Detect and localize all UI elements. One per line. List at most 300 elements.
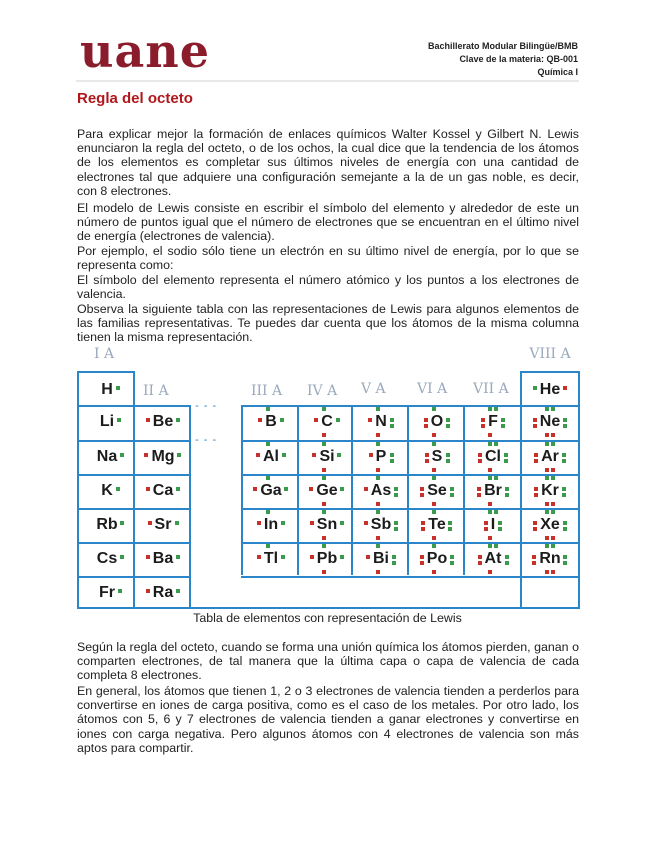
element-cell <box>135 508 191 542</box>
valence-electron-dot <box>424 424 428 428</box>
element-cell <box>243 474 299 508</box>
valence-electron-dot <box>450 487 454 491</box>
valence-electron-dot <box>533 418 537 422</box>
valence-electron-dot <box>120 521 124 525</box>
valence-electron-dot <box>420 493 424 497</box>
valence-electron-dot <box>534 493 538 497</box>
valence-electron-dot <box>563 418 567 422</box>
paragraph-octet-rule: Según la regla del octeto, cuando se forma una unión química los átomos pierden, ganan o comparten electrones, de tal manera que la última capa o capa de valencia de cada completa 8 electrones. <box>77 640 579 683</box>
element-symbol: O <box>431 414 443 430</box>
course-code: Clave de la materia: QB-001 <box>459 54 578 64</box>
valence-electron-dot <box>498 527 502 531</box>
valence-electron-dot <box>545 442 549 446</box>
element-cell <box>79 576 135 610</box>
element-symbol: Ca <box>153 483 173 499</box>
element-symbol: Ge <box>316 483 337 499</box>
header-divider <box>76 80 579 82</box>
valence-electron-dot <box>563 527 567 531</box>
valence-electron-dot <box>488 544 492 548</box>
element-symbol: N <box>375 414 387 430</box>
valence-electron-dot <box>562 487 566 491</box>
valence-electron-dot <box>562 453 566 457</box>
valence-electron-dot <box>432 510 436 514</box>
element-symbol: Cs <box>97 551 117 567</box>
valence-electron-dot <box>551 570 555 574</box>
valence-electron-dot <box>551 407 555 411</box>
group-label: II A <box>143 383 169 399</box>
valence-electron-dot <box>376 476 380 480</box>
element-cell <box>353 405 409 439</box>
element-symbol: C <box>321 414 333 430</box>
valence-electron-dot <box>533 521 537 525</box>
valence-electron-dot <box>266 544 270 548</box>
valence-electron-dot <box>177 453 181 457</box>
valence-electron-dot <box>501 418 505 422</box>
valence-electron-dot <box>376 570 380 574</box>
element-cell <box>135 405 191 439</box>
valence-electron-dot <box>424 418 428 422</box>
element-symbol: Kr <box>541 483 559 499</box>
document-header <box>428 40 578 79</box>
valence-electron-dot <box>432 468 436 472</box>
element-symbol: H <box>101 382 113 398</box>
element-cell <box>522 542 578 576</box>
valence-electron-dot <box>481 418 485 422</box>
valence-electron-dot <box>446 424 450 428</box>
valence-electron-dot <box>146 555 150 559</box>
program-name: Bachillerato Modular Bilingüe/BMB <box>427 41 578 51</box>
element-cell <box>353 474 409 508</box>
element-cell <box>409 542 465 576</box>
valence-electron-dot <box>322 433 326 437</box>
valence-electron-dot <box>551 544 555 548</box>
valence-electron-dot <box>266 476 270 480</box>
valence-electron-dot <box>340 521 344 525</box>
valence-electron-dot <box>551 536 555 540</box>
element-symbol: Rn <box>539 551 560 567</box>
paragraph-sodium-example: Por ejemplo, el sodio sólo tiene un electrón en su último nivel de energía, por lo que se representa como: <box>77 244 579 273</box>
valence-electron-dot <box>534 459 538 463</box>
uane-logo: uane <box>80 24 210 78</box>
valence-electron-dot <box>281 521 285 525</box>
element-cell <box>465 542 521 576</box>
valence-electron-dot <box>488 407 492 411</box>
valence-electron-dot <box>446 418 450 422</box>
valence-electron-dot <box>376 433 380 437</box>
paragraph-symbol-meaning: El símbolo del elemento representa el número atómico y los puntos a los electrones de valencia. <box>77 273 579 302</box>
valence-electron-dot <box>446 459 450 463</box>
element-symbol: At <box>485 551 502 567</box>
element-cell <box>243 440 299 474</box>
valence-electron-dot <box>336 418 340 422</box>
valence-electron-dot <box>532 555 536 559</box>
valence-electron-dot <box>478 459 482 463</box>
valence-electron-dot <box>545 536 549 540</box>
element-symbol: Al <box>263 449 279 465</box>
valence-electron-dot <box>146 589 150 593</box>
valence-electron-dot <box>253 487 257 491</box>
valence-electron-dot <box>282 453 286 457</box>
element-symbol: Si <box>319 449 334 465</box>
valence-electron-dot <box>322 544 326 548</box>
valence-electron-dot <box>545 502 549 506</box>
valence-electron-dot <box>545 468 549 472</box>
valence-electron-dot <box>340 487 344 491</box>
valence-electron-dot <box>116 487 120 491</box>
valence-electron-dot <box>369 453 373 457</box>
valence-electron-dot <box>394 493 398 497</box>
valence-electron-dot <box>176 487 180 491</box>
element-cell <box>135 576 191 610</box>
valence-electron-dot <box>322 502 326 506</box>
valence-electron-dot <box>494 544 498 548</box>
element-symbol: Mg <box>151 449 174 465</box>
group-label: VII A <box>473 381 509 397</box>
valence-electron-dot <box>376 468 380 472</box>
valence-electron-dot <box>258 418 262 422</box>
valence-electron-dot <box>146 487 150 491</box>
valence-electron-dot <box>322 510 326 514</box>
element-cell <box>409 440 465 474</box>
valence-electron-dot <box>364 521 368 525</box>
valence-electron-dot <box>337 453 341 457</box>
element-symbol: He <box>540 382 560 398</box>
valence-electron-dot <box>432 433 436 437</box>
valence-electron-dot <box>257 521 261 525</box>
element-symbol: Tl <box>264 551 278 567</box>
valence-electron-dot <box>488 433 492 437</box>
group-label: V A <box>361 381 386 397</box>
valence-electron-dot <box>420 555 424 559</box>
valence-electron-dot <box>322 476 326 480</box>
element-symbol: Br <box>484 483 502 499</box>
valence-electron-dot <box>494 510 498 514</box>
valence-electron-dot <box>505 555 509 559</box>
valence-electron-dot <box>563 424 567 428</box>
valence-electron-dot <box>256 453 260 457</box>
valence-electron-dot <box>450 555 454 559</box>
valence-electron-dot <box>545 476 549 480</box>
valence-electron-dot <box>390 418 394 422</box>
valence-electron-dot <box>118 589 122 593</box>
valence-electron-dot <box>390 453 394 457</box>
valence-electron-dot <box>314 418 318 422</box>
valence-electron-dot <box>488 442 492 446</box>
valence-electron-dot <box>563 386 567 390</box>
paragraph-valence-tendency: En general, los átomos que tienen 1, 2 o 3 electrones de valencia tienden a perderlos para convertirse en iones de carga positiva, como es el caso de los metales. Por otro lado, los átomos con 5, 6 y 7 electrones de valencia tienden a ganar electrones y convertirse en iones con carga negativa. Pero algunos átomos con 4 electrones de valencia son más aptos para compartir. <box>77 684 579 755</box>
element-cell <box>353 440 409 474</box>
element-cell <box>522 405 578 439</box>
element-cell <box>409 405 465 439</box>
element-cell <box>135 542 191 576</box>
element-symbol: Rb <box>96 517 117 533</box>
valence-electron-dot <box>120 453 124 457</box>
valence-electron-dot <box>322 442 326 446</box>
grid-line <box>578 371 580 609</box>
valence-electron-dot <box>478 561 482 565</box>
element-symbol: Sb <box>371 517 391 533</box>
valence-electron-dot <box>421 521 425 525</box>
valence-electron-dot <box>488 510 492 514</box>
valence-electron-dot <box>446 453 450 457</box>
valence-electron-dot <box>432 536 436 540</box>
valence-electron-dot <box>309 487 313 491</box>
valence-electron-dot <box>266 510 270 514</box>
valence-electron-dot <box>448 521 452 525</box>
element-symbol: Sn <box>317 517 337 533</box>
element-cell <box>465 508 521 542</box>
valence-electron-dot <box>266 442 270 446</box>
element-cell <box>135 474 191 508</box>
valence-electron-dot <box>420 561 424 565</box>
valence-electron-dot <box>450 493 454 497</box>
element-symbol: Ne <box>540 414 560 430</box>
element-cell <box>299 440 355 474</box>
element-cell <box>243 542 299 576</box>
valence-electron-dot <box>280 418 284 422</box>
element-symbol: Ba <box>153 551 173 567</box>
element-symbol: S <box>432 449 443 465</box>
valence-electron-dot <box>420 487 424 491</box>
element-cell <box>135 440 191 474</box>
element-symbol: Li <box>100 414 114 430</box>
valence-electron-dot <box>146 418 150 422</box>
element-symbol: Se <box>427 483 447 499</box>
valence-electron-dot <box>551 510 555 514</box>
valence-electron-dot <box>478 555 482 559</box>
valence-electron-dot <box>394 487 398 491</box>
valence-electron-dot <box>562 459 566 463</box>
element-cell <box>409 508 465 542</box>
table-caption: Tabla de elementos con representación de Lewis <box>193 611 462 625</box>
valence-electron-dot <box>148 521 152 525</box>
valence-electron-dot <box>481 424 485 428</box>
valence-electron-dot <box>545 510 549 514</box>
valence-electron-dot <box>494 442 498 446</box>
element-cell <box>79 474 135 508</box>
valence-electron-dot <box>340 555 344 559</box>
element-cell <box>465 440 521 474</box>
group-label: I A <box>94 346 115 362</box>
element-symbol: Ra <box>153 585 173 601</box>
paragraph-intro: Para explicar mejor la formación de enlaces químicos Walter Kossel y Gilbert N. Lewis enunciaron la regla del octeto, o de los ochos, la cual dice que la tendencia de los átomos de los elementos es completar sus últimos niveles de energía con una cantidad de electrones tal que adquiere una configuración semejante a la de un gas noble, es decir, con 8 electrones. <box>77 127 579 198</box>
element-symbol: Fr <box>99 585 115 601</box>
element-cell <box>79 405 135 439</box>
element-symbol: Te <box>428 517 445 533</box>
valence-electron-dot <box>551 442 555 446</box>
course-name: Química I <box>537 67 578 77</box>
valence-electron-dot <box>534 487 538 491</box>
element-cell <box>243 405 299 439</box>
valence-electron-dot <box>432 544 436 548</box>
element-cell <box>353 508 409 542</box>
valence-electron-dot <box>533 424 537 428</box>
gap-dash: - - - <box>195 434 218 446</box>
valence-electron-dot <box>117 418 121 422</box>
valence-electron-dot <box>394 521 398 525</box>
valence-electron-dot <box>563 555 567 559</box>
valence-electron-dot <box>432 502 436 506</box>
element-cell <box>465 474 521 508</box>
valence-electron-dot <box>376 536 380 540</box>
valence-electron-dot <box>501 424 505 428</box>
element-symbol: Ga <box>260 483 281 499</box>
valence-electron-dot <box>281 555 285 559</box>
valence-electron-dot <box>376 442 380 446</box>
group-label: VI A <box>417 381 448 397</box>
element-symbol: K <box>101 483 113 499</box>
valence-electron-dot <box>421 527 425 531</box>
valence-electron-dot <box>498 521 502 525</box>
valence-electron-dot <box>366 555 370 559</box>
element-cell <box>522 508 578 542</box>
element-cell <box>299 508 355 542</box>
element-symbol: Bi <box>373 551 389 567</box>
element-cell <box>353 542 409 576</box>
valence-electron-dot <box>450 561 454 565</box>
valence-electron-dot <box>551 502 555 506</box>
valence-electron-dot <box>477 487 481 491</box>
valence-electron-dot <box>551 433 555 437</box>
valence-electron-dot <box>563 561 567 565</box>
element-symbol: Po <box>427 551 447 567</box>
valence-electron-dot <box>494 476 498 480</box>
element-symbol: In <box>264 517 278 533</box>
element-symbol: B <box>265 414 277 430</box>
valence-electron-dot <box>425 453 429 457</box>
valence-electron-dot <box>505 493 509 497</box>
paragraph-table-intro: Observa la siguiente tabla con las representaciones de Lewis para algunos elementos de las familias representativas. Te puedes dar cuenta que los átomos de la misma columna tienen la misma representación. <box>77 302 579 345</box>
valence-electron-dot <box>432 476 436 480</box>
valence-electron-dot <box>551 476 555 480</box>
valence-electron-dot <box>488 570 492 574</box>
valence-electron-dot <box>504 459 508 463</box>
valence-electron-dot <box>533 527 537 531</box>
valence-electron-dot <box>504 453 508 457</box>
valence-electron-dot <box>322 536 326 540</box>
element-symbol: Ar <box>541 449 559 465</box>
valence-electron-dot <box>376 544 380 548</box>
valence-electron-dot <box>545 544 549 548</box>
valence-electron-dot <box>120 555 124 559</box>
valence-electron-dot <box>376 407 380 411</box>
element-cell <box>79 373 135 407</box>
valence-electron-dot <box>432 570 436 574</box>
group-label: VIII A <box>529 346 571 362</box>
valence-electron-dot <box>176 418 180 422</box>
element-cell <box>79 440 135 474</box>
element-cell <box>409 474 465 508</box>
valence-electron-dot <box>494 407 498 411</box>
element-cell <box>79 508 135 542</box>
valence-electron-dot <box>448 527 452 531</box>
valence-electron-dot <box>551 468 555 472</box>
valence-electron-dot <box>284 487 288 491</box>
element-cell <box>243 508 299 542</box>
valence-electron-dot <box>364 487 368 491</box>
valence-electron-dot <box>425 459 429 463</box>
valence-electron-dot <box>488 536 492 540</box>
element-symbol: P <box>376 449 387 465</box>
paragraph-lewis-model: El modelo de Lewis consiste en escribir el símbolo del elemento y alrededor de este un número de puntos igual que el número de electrones que se encuentran en el último nivel de energía (electrones de valencia). <box>77 201 579 244</box>
valence-electron-dot <box>505 561 509 565</box>
section-title: Regla del octeto <box>77 90 193 107</box>
valence-electron-dot <box>368 418 372 422</box>
valence-electron-dot <box>477 493 481 497</box>
valence-electron-dot <box>488 502 492 506</box>
valence-electron-dot <box>322 407 326 411</box>
valence-electron-dot <box>116 386 120 390</box>
element-symbol: Sr <box>155 517 172 533</box>
element-cell <box>522 440 578 474</box>
valence-electron-dot <box>545 433 549 437</box>
element-cell <box>79 542 135 576</box>
valence-electron-dot <box>505 487 509 491</box>
valence-electron-dot <box>376 502 380 506</box>
element-cell <box>522 373 578 407</box>
valence-electron-dot <box>322 468 326 472</box>
valence-electron-dot <box>390 424 394 428</box>
valence-electron-dot <box>432 442 436 446</box>
valence-electron-dot <box>394 527 398 531</box>
valence-electron-dot <box>176 555 180 559</box>
element-symbol: Be <box>153 414 173 430</box>
valence-electron-dot <box>257 555 261 559</box>
valence-electron-dot <box>376 510 380 514</box>
valence-electron-dot <box>392 561 396 565</box>
valence-electron-dot <box>310 521 314 525</box>
valence-electron-dot <box>478 453 482 457</box>
element-cell <box>522 474 578 508</box>
valence-electron-dot <box>484 527 488 531</box>
element-cell <box>299 542 355 576</box>
grid-line <box>241 576 580 578</box>
element-symbol: Cl <box>485 449 501 465</box>
valence-electron-dot <box>144 453 148 457</box>
valence-electron-dot <box>484 521 488 525</box>
element-cell <box>299 405 355 439</box>
group-label: IV A <box>307 383 338 399</box>
element-symbol: Na <box>97 449 117 465</box>
valence-electron-dot <box>176 589 180 593</box>
valence-electron-dot <box>310 555 314 559</box>
element-symbol: Pb <box>317 551 337 567</box>
valence-electron-dot <box>545 407 549 411</box>
element-cell <box>465 405 521 439</box>
valence-electron-dot <box>488 468 492 472</box>
valence-electron-dot <box>488 476 492 480</box>
valence-electron-dot <box>322 570 326 574</box>
valence-electron-dot <box>432 407 436 411</box>
element-symbol: I <box>491 517 495 533</box>
valence-electron-dot <box>266 407 270 411</box>
valence-electron-dot <box>175 521 179 525</box>
element-symbol: Xe <box>540 517 560 533</box>
valence-electron-dot <box>390 459 394 463</box>
group-label: III A <box>251 383 283 399</box>
valence-electron-dot <box>532 561 536 565</box>
valence-electron-dot <box>534 453 538 457</box>
valence-electron-dot <box>545 570 549 574</box>
gap-dash: - - - <box>195 400 218 412</box>
valence-electron-dot <box>312 453 316 457</box>
valence-electron-dot <box>562 493 566 497</box>
element-cell <box>299 474 355 508</box>
valence-electron-dot <box>392 555 396 559</box>
element-symbol: As <box>371 483 391 499</box>
valence-electron-dot <box>563 521 567 525</box>
element-symbol: F <box>488 414 498 430</box>
